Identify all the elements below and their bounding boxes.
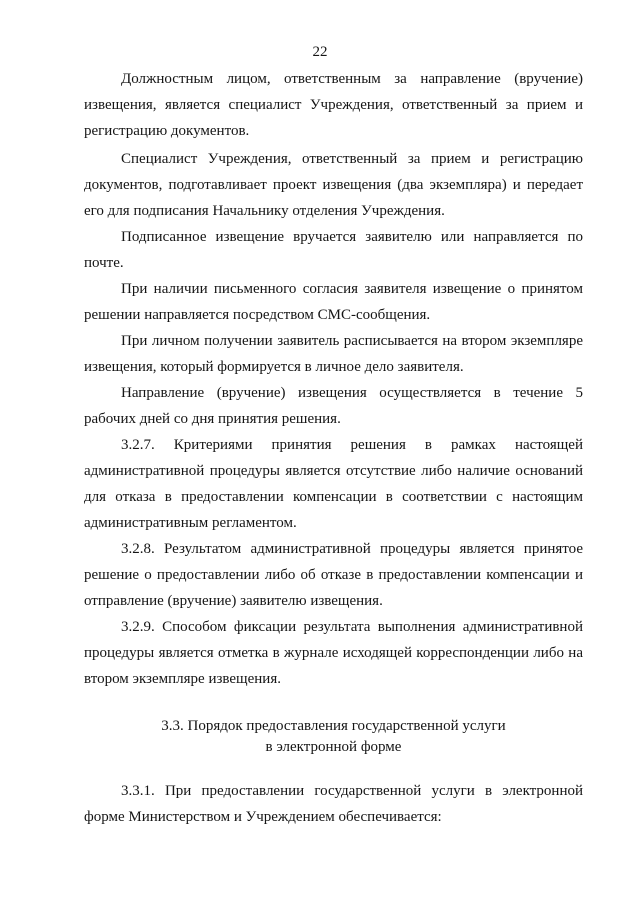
paragraph-delivery-term: Направление (вручение) извещения осуществляется в течение 5 рабочих дней со дня принятия решения. [84, 385, 583, 427]
section-heading-line-2: в электронной форме [265, 739, 402, 755]
paragraph-3-3-1: 3.3.1. При предоставлении государственной услуги в электронной форме Министерством и Учреждением обеспечивается: [84, 783, 583, 825]
page-number: 22 [312, 44, 328, 60]
paragraph-3-2-8: 3.2.8. Результатом административной процедуры является принятое решение о предоставлении либо об отказе в предоставлении компенсации и отправление (вручение) заявителю извещения. [84, 541, 583, 609]
paragraph-specialist-prepares: Специалист Учреждения, ответственный за прием и регистрацию документов, подготавливает проект извещения (два экземпляра) и передает его для подписания Начальнику отделения Учреждения. [84, 151, 583, 219]
paragraph-responsible-person: Должностным лицом, ответственным за направление (вручение) извещения, является специалист Учреждения, ответственный за прием и регистрацию документов. [84, 71, 583, 139]
paragraph-personal-receipt: При личном получении заявитель расписывается на втором экземпляре извещения, который формируется в личное дело заявителя. [84, 333, 583, 375]
paragraph-3-2-7: 3.2.7. Критериями принятия решения в рамках настоящей административной процедуры является отсутствие либо наличие оснований для отказа в предоставлении компенсации в соответствии с настоящим административным регламентом. [84, 437, 583, 531]
section-heading-line-1: 3.3. Порядок предоставления государственной услуги [161, 718, 506, 734]
paragraph-notice-delivery: Подписанное извещение вручается заявителю или направляется по почте. [84, 229, 583, 271]
section-heading-3-3 [84, 716, 583, 758]
paragraph-3-2-9: 3.2.9. Способом фиксации результата выполнения административной процедуры является отметка в журнале исходящей корреспонденции либо на втором экземпляре извещения. [84, 619, 583, 687]
paragraph-sms-notice: При наличии письменного согласия заявителя извещение о принятом решении направляется посредством СМС-сообщения. [84, 281, 583, 323]
